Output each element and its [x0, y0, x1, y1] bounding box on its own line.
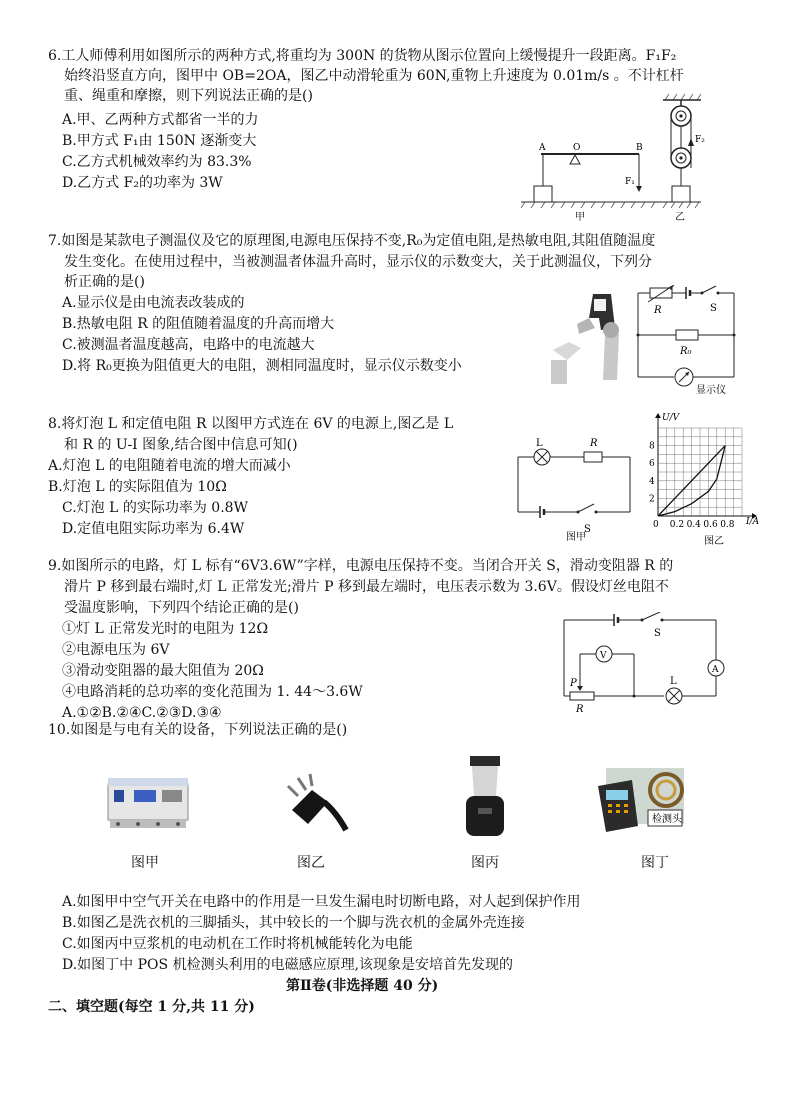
y-tick-label: 6	[649, 459, 655, 470]
part2-heading: 第Ⅱ卷(非选择题 40 分)	[286, 978, 439, 994]
q6-line-1: 6.工人师傅利用如图所示的两种方式,将重均为 300N 的货物从图示位置向上缓慢提升一段距离。F₁F₂	[48, 48, 677, 64]
svg-text:S: S	[584, 524, 591, 535]
svg-text:V: V	[600, 651, 607, 661]
y-tick-label: 2	[649, 494, 655, 505]
svg-text:乙: 乙	[675, 212, 685, 223]
q10-option-d: D.如图丁中 POS 机检测头利用的电磁感应原理,该现象是安培首先发现的	[62, 957, 514, 973]
three-pin-plug-photo	[284, 772, 350, 836]
q8-circuit-a	[512, 432, 636, 544]
chart-xlabel: I/A	[746, 517, 760, 527]
q7-option-b: B.热敏电阻 R 的阻值随着温度的升高而增大	[62, 316, 335, 332]
q6-option-b: B.甲方式 F₁由 150N 逐渐变大	[62, 133, 257, 149]
q8-option-a: A.灯泡 L 的电阻随着电流的增大而减小	[48, 458, 291, 474]
svg-text:F₁: F₁	[625, 177, 635, 187]
q6-line-2: 始终沿竖直方向，图甲中 OB=2OA，图乙中动滑轮重为 60N,重物上升速度为 0.01m/s 。不计杠杆	[64, 68, 684, 84]
y-tick-label: 4	[649, 476, 655, 487]
caption-fig-b: 图乙	[297, 855, 325, 871]
q10-option-b: B.如图乙是洗衣机的三脚插头，其中较长的一个脚与洗衣机的金属外壳连接	[62, 915, 525, 931]
q8-line-2: 和 R 的 U-I 图象,结合图中信息可知()	[64, 437, 298, 453]
caption-fig-c: 图丙	[471, 855, 499, 871]
svg-text:P: P	[570, 678, 577, 689]
q6-option-d: D.乙方式 F₂的功率为 3W	[62, 175, 223, 191]
caption-fig-a: 图甲	[131, 855, 159, 871]
q7-option-a: A.显示仪是由电流表改装成的	[62, 295, 245, 311]
soymilk-maker-photo	[462, 756, 508, 842]
svg-text:显示仪: 显示仪	[696, 385, 726, 396]
q9-line-2: 滑片 P 移到最右端时,灯 L 正常发光;滑片 P 移到最左端时，电压表示数为 3.6V。假设灯丝电阻不	[64, 579, 669, 595]
q9-statement-4: ④电路消耗的总功率的变化范围为 1. 44～3.6W	[62, 684, 363, 700]
q9-circuit	[556, 612, 732, 712]
svg-text:S: S	[654, 628, 661, 639]
q8-line-1: 8.将灯泡 L 和定值电阻 R 以图甲方式连在 6V 的电源上,图乙是 L	[48, 416, 454, 432]
svg-text:B: B	[636, 143, 643, 153]
fill-blank-heading: 二、填空题(每空 1 分,共 11 分)	[48, 999, 255, 1015]
svg-text:F₂: F₂	[695, 135, 705, 145]
svg-text:A: A	[712, 665, 719, 675]
y-axis-arrow	[655, 413, 661, 418]
pos-machine-photo	[592, 766, 684, 842]
fulcrum-icon	[570, 155, 580, 164]
q10-option-a: A.如图甲中空气开关在电路中的作用是一旦发生漏电时切断电路，对人起到保护作用	[62, 894, 581, 910]
q6-option-c: C.乙方式机械效率约为 83.3%	[62, 154, 252, 170]
thermometer-circuit	[630, 285, 740, 397]
q8-option-c: C.灯泡 L 的实际功率为 0.8W	[62, 500, 248, 516]
q7-option-c: C.被测温者温度越高，电路中的电流越大	[62, 337, 315, 353]
svg-text:R₀: R₀	[680, 346, 692, 357]
q7-option-d: D.将 R₀更换为阻值更大的电阻，测相同温度时，显示仪示数变小	[62, 358, 462, 374]
lever-pulley-figure	[515, 92, 735, 230]
q7-line-2: 发生变化。在使用过程中，当被测温者体温升高时，显示仪的示数变大，关于此测温仪，下列分	[64, 254, 652, 270]
svg-text:L: L	[536, 438, 543, 449]
svg-text:R: R	[590, 438, 598, 449]
q8-option-b: B.灯泡 L 的实际阻值为 10Ω	[48, 479, 227, 495]
q7-line-1: 7.如图是某款电子测温仪及它的原理图,电源电压保持不变,R₀为定值电阻,是热敏电阻,其阻值随温度	[48, 233, 656, 249]
q9-answers: A.①②B.②④C.②③D.③④	[62, 705, 222, 721]
svg-text:A: A	[539, 143, 546, 153]
ui-graph	[640, 406, 770, 546]
air-switch-photo	[106, 770, 190, 836]
y-tick-label: 8	[649, 441, 655, 452]
svg-text:O: O	[573, 143, 581, 153]
svg-text:S: S	[710, 303, 717, 314]
probe-label: 检测头	[652, 814, 682, 825]
q8-option-d: D.定值电阻实际功率为 6.4W	[62, 521, 245, 537]
q6-option-a: A.甲、乙两种方式都省一半的力	[62, 112, 259, 128]
q9-line-3: 受温度影响，下列四个结论正确的是()	[64, 600, 299, 616]
chart-ylabel: U/V	[662, 413, 680, 423]
svg-text:甲: 甲	[575, 212, 585, 223]
q9-statement-1: ①灯 L 正常发光时的电阻为 12Ω	[62, 621, 269, 637]
q9-statement-3: ③滑动变阻器的最大阻值为 20Ω	[62, 663, 264, 679]
x-tick-label: 0.4	[686, 520, 701, 530]
q9-line-1: 9.如图所示的电路，灯 L 标有“6V3.6W”字样，电源电压保持不变。当闭合开关 S，滑动变阻器 R 的	[48, 558, 674, 574]
x-tick-label: 0.2	[669, 520, 685, 530]
q6-line-3: 重、绳重和摩擦，则下列说法正确的是()	[64, 88, 313, 104]
q10-option-c: C.如图丙中豆浆机的电动机在工作时将机械能转化为电能	[62, 936, 413, 952]
thermometer-photo	[545, 290, 625, 389]
svg-text:图甲: 图甲	[566, 532, 586, 543]
caption-fig-d: 图丁	[641, 855, 669, 871]
q10-line: 10.如图是与电有关的设备，下列说法正确的是()	[48, 722, 348, 738]
svg-text:R: R	[576, 704, 584, 712]
x-tick-label: 0.6	[703, 520, 718, 530]
q9-statement-2: ②电源电压为 6V	[62, 642, 170, 658]
x-tick-label: 0.8	[720, 520, 735, 530]
q7-line-3: 析正确的是()	[64, 274, 145, 290]
svg-text:R: R	[654, 305, 662, 316]
chart-caption: 图乙	[704, 536, 724, 546]
x-tick-label: 0	[653, 520, 659, 530]
svg-text:L: L	[670, 676, 677, 687]
